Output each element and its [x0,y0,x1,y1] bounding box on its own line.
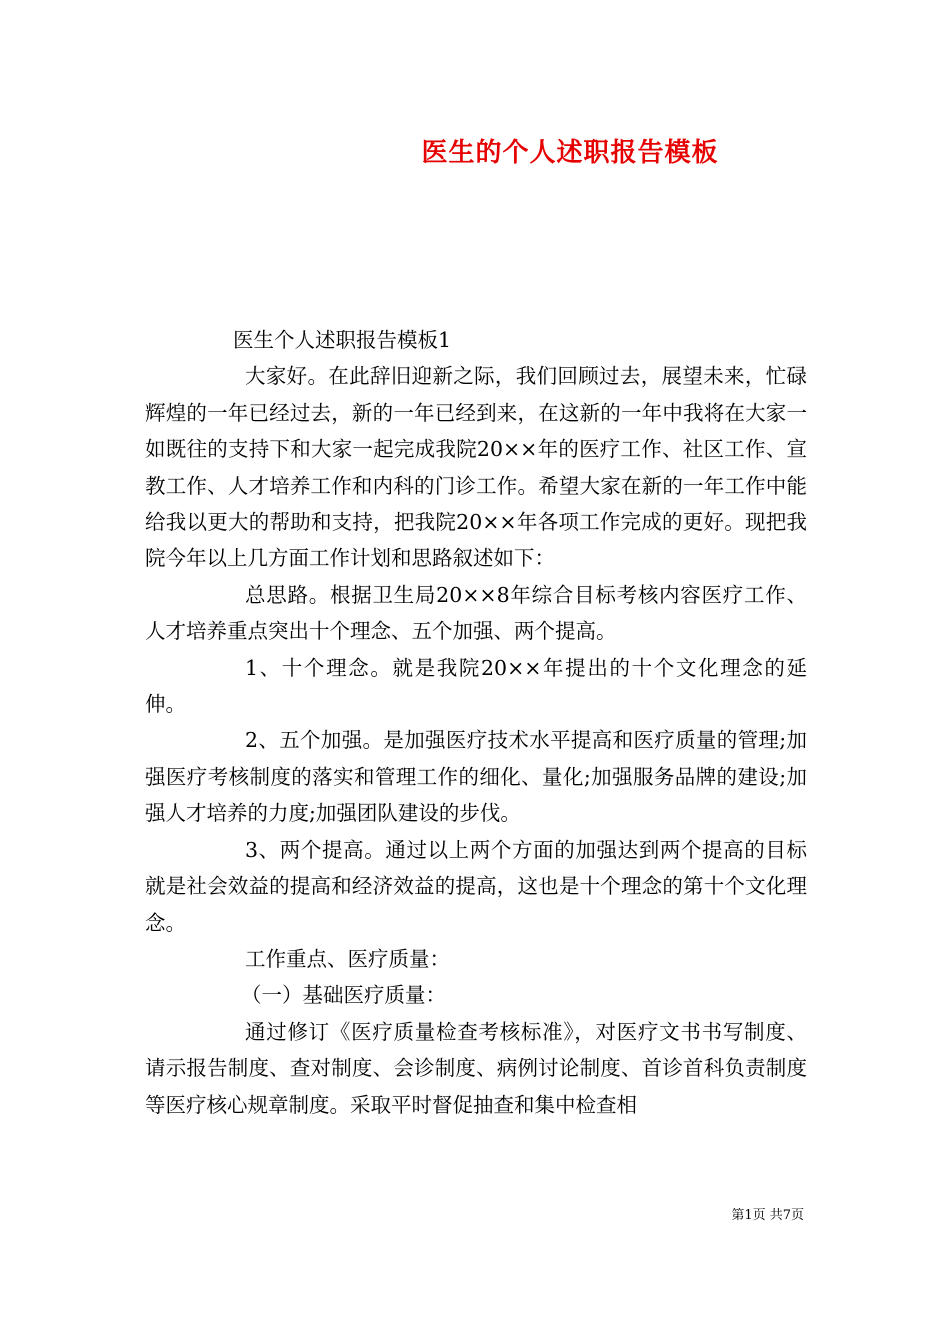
paragraph-overall-idea: 总思路。根据卫生局20××8年综合目标考核内容医疗工作、人才培养重点突出十个理念、五个加强、两个提高。 [145,582,807,644]
page-number: 第1页 共7页 [731,1208,804,1223]
paragraph-revision: 通过修订《医疗质量检查考核标准》，对医疗文书书写制度、请示报告制度、查对制度、会诊制度、病例讨论制度、首诊首科负责制度等医疗核心规章制度。采取平时督促抽查和集中检查相 [145,1019,807,1117]
paragraph-five-strengthen: 2、五个加强。是加强医疗技术水平提高和医疗质量的管理;加强医疗考核制度的落实和管理工作的细化、量化;加强服务品牌的建设;加强人才培养的力度;加强团队建设的步伐。 [145,728,807,826]
document-title: 医生的个人述职报告模板 [421,138,719,168]
paragraph-work-focus: 工作重点、医疗质量： [245,946,450,971]
paragraph-two-improve: 3、两个提高。通过以上两个方面的加强达到两个提高的目标就是社会效益的提高和经济效益的提高，这也是十个理念的第十个文化理念。 [145,837,807,935]
paragraph-greeting: 大家好。在此辞旧迎新之际，我们回顾过去，展望未来，忙碌辉煌的一年已经过去，新的一年已经到来，在这新的一年中我将在大家一如既往的支持下和大家一起完成我院20××年的医疗工作、社区工作、宣教工作、人才培养工作和内科的门诊工作。希望大家在新的一年工作中能给我以更大的帮助和支持，把我院20××年各项工作完成的更好。现把我院今年以上几方面工作计划和思路叙述如下： [145,364,807,571]
document-body [145,322,807,1123]
paragraph-basic-quality: （一）基础医疗质量： [241,983,446,1008]
paragraph-ten-concepts: 1、十个理念。就是我院20××年提出的十个文化理念的延伸。 [145,655,807,717]
section-subtitle: 医生个人述职报告模板1 [233,328,452,352]
